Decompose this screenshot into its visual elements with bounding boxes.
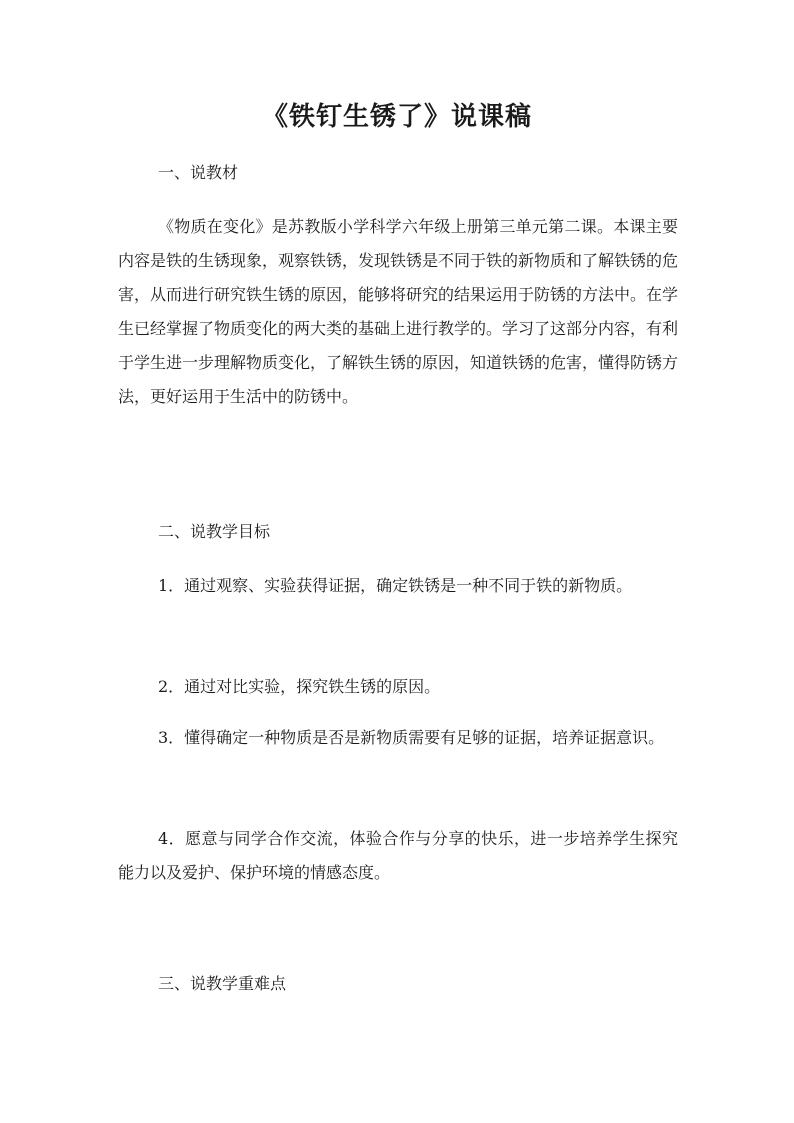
objective-item-1: 1．通过观察、实验获得证据，确定铁锈是一种不同于铁的新物质。 — [158, 576, 633, 595]
section-paragraph-materials: 《物质在变化》是苏教版小学科学六年级上册第三单元第二课。本课主要内容是铁的生锈现象，观察铁锈，发现铁锈是不同于铁的新物质和了解铁锈的危害，从而进行研究铁生锈的原因，能够将研究的结果运用于防锈的方法中。在学生已经掌握了物质变化的两大类的基础上进行教学的。学习了这部分内容，有利于学生进一步理解物质变化，了解铁生锈的原因，知道铁锈的危害，懂得防锈方法，更好运用于生活中的防锈中。 — [118, 217, 679, 406]
objective-item-4: 4．愿意与同学合作交流，体验合作与分享的快乐，进一步培养学生探究能力以及爱护、保护环境的情感态度。 — [118, 829, 678, 882]
section-heading-key-points: 三、说教学重难点 — [158, 974, 287, 993]
objective-item-3: 3．懂得确定一种物质是否是新物质需要有足够的证据，培养证据意识。 — [158, 728, 665, 747]
page-title: 《铁钉生锈了》说课稿 — [261, 102, 532, 132]
section-heading-objectives: 二、说教学目标 — [158, 522, 271, 541]
objective-item-2: 2．通过对比实验，探究铁生锈的原因。 — [158, 677, 441, 696]
section-heading-materials: 一、说教材 — [158, 163, 239, 182]
